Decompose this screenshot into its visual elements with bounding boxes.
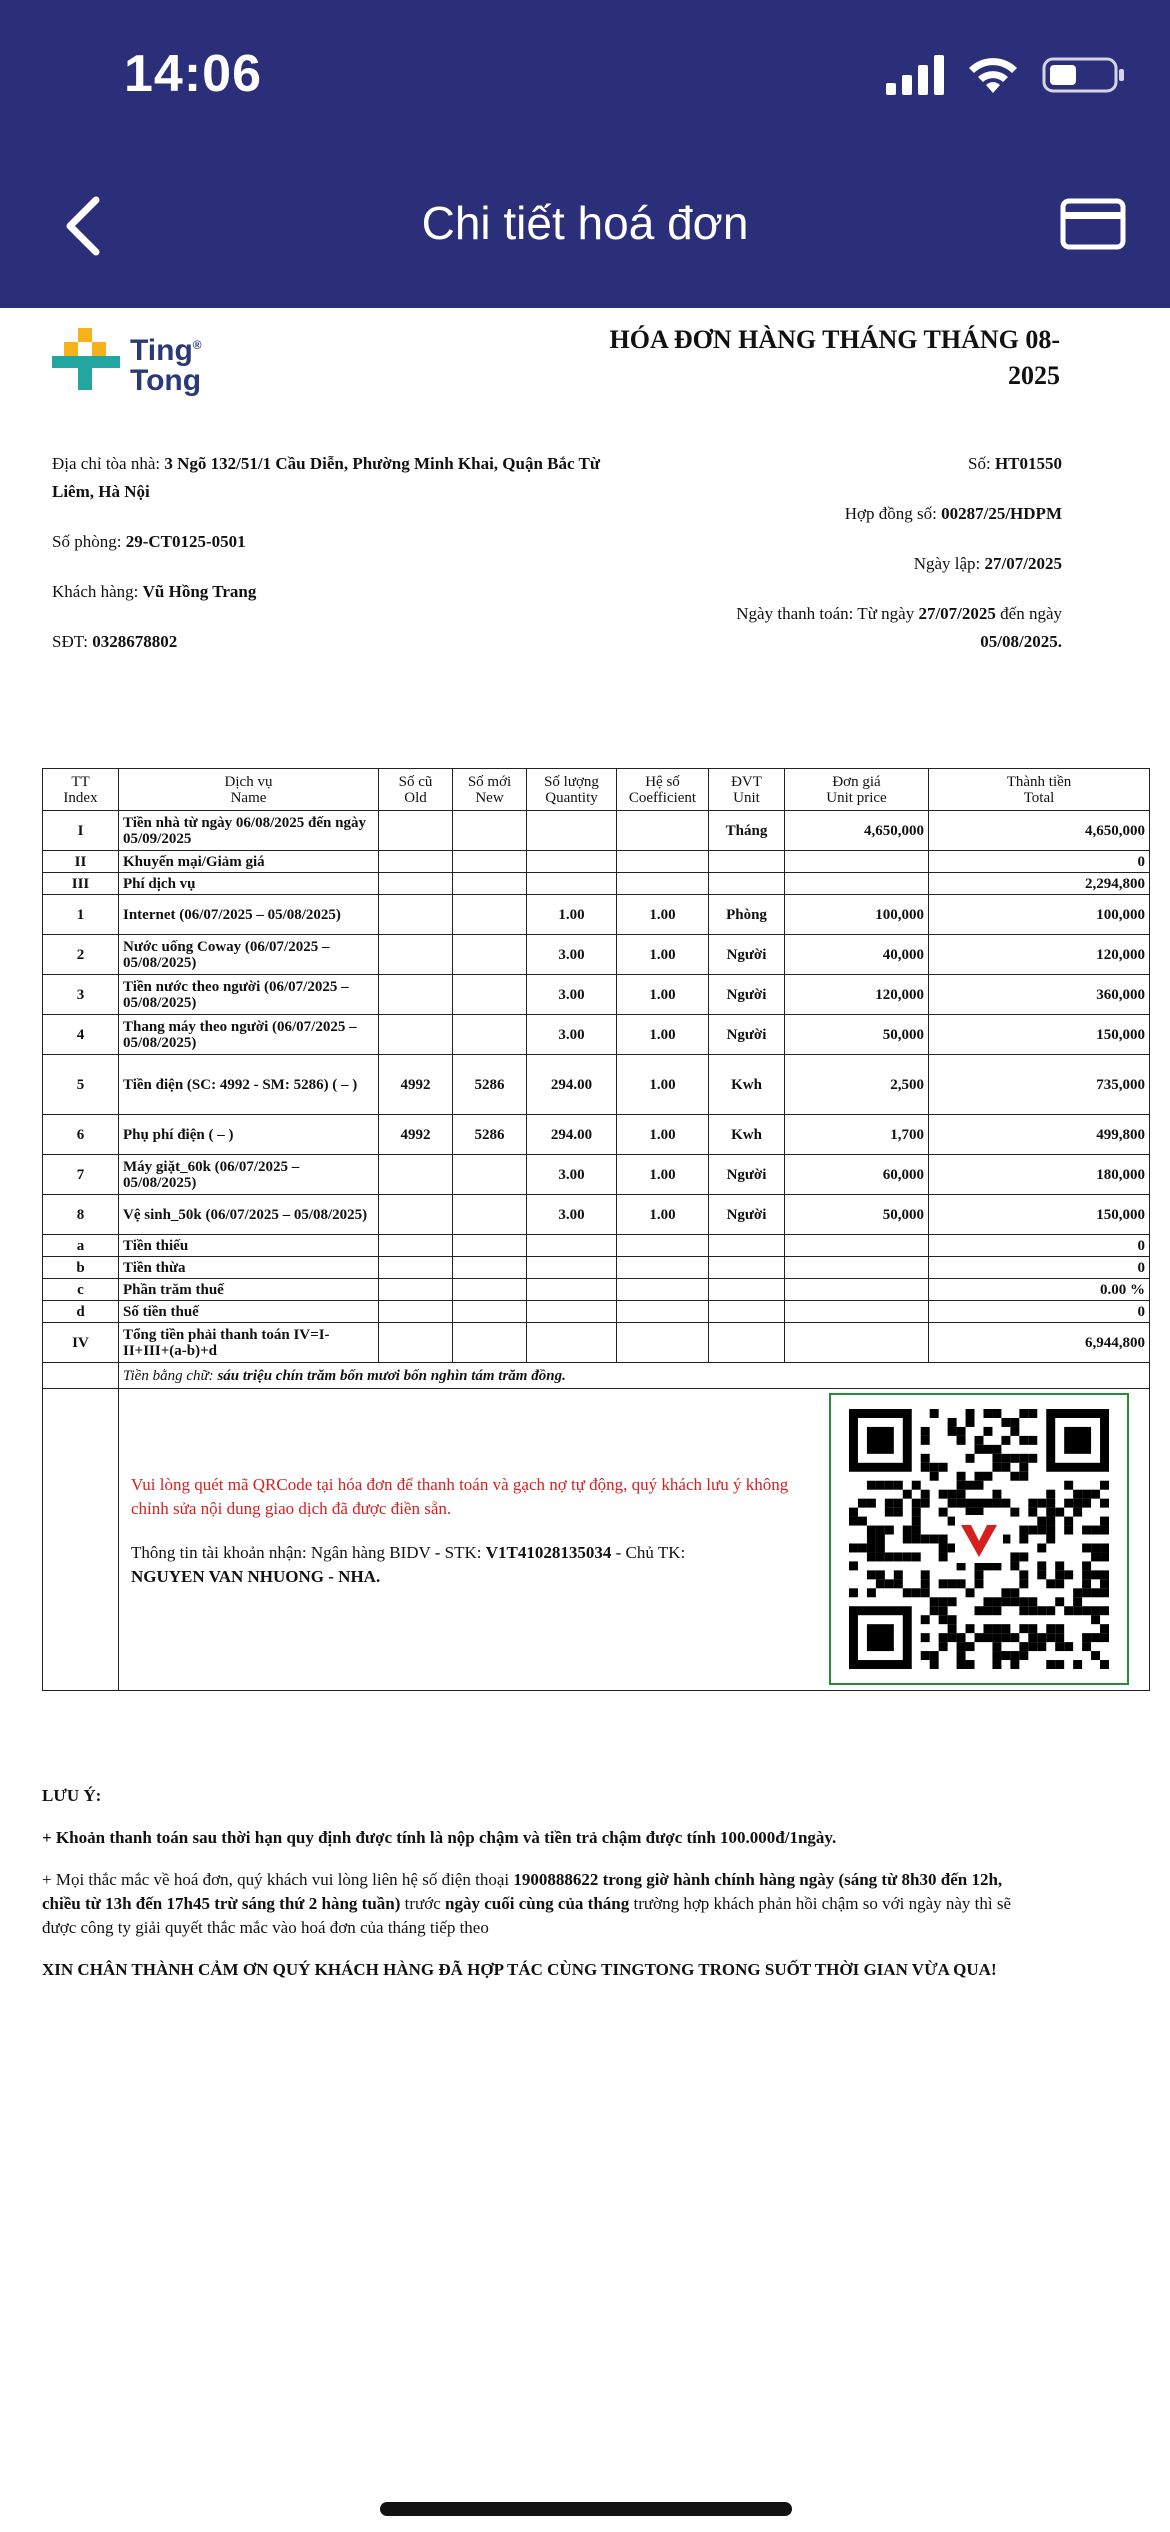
cell-coefficient (617, 1323, 709, 1363)
cell-coefficient (617, 1257, 709, 1279)
cell-new (453, 1235, 527, 1257)
cell-unit-price (785, 1235, 929, 1257)
invoice-table (42, 768, 1150, 1691)
cell-unit: Người (709, 1155, 785, 1195)
note-late-payment: + Khoản thanh toán sau thời hạn quy định được tính là nộp chậm và tiền trả chậm được tính 100.000đ/1ngày. (42, 1828, 837, 1847)
cell-unit: Tháng (709, 811, 785, 851)
cell-index: 7 (43, 1155, 119, 1195)
cell-unit-price (785, 1301, 929, 1323)
brand-tm: ® (192, 338, 202, 352)
note-contact-prefix: + Mọi thắc mắc về hoá đơn, quý khách vui lòng liên hệ số điện thoại (42, 1870, 514, 1889)
invoice-info-left (52, 450, 612, 678)
table-row (43, 1155, 1150, 1195)
cell-name: Vệ sinh_50k (06/07/2025 – 05/08/2025) (119, 1195, 379, 1235)
phone-number (52, 628, 612, 656)
cell-coefficient (617, 1235, 709, 1257)
cell-unit-price (785, 1279, 929, 1301)
cell-old (379, 1155, 453, 1195)
cell-unit: Người (709, 935, 785, 975)
cell-unit-price: 50,000 (785, 1195, 929, 1235)
customer-label: Khách hàng: (52, 582, 143, 601)
notes-heading: LƯU Ý: (42, 1786, 102, 1805)
cell-name: Tiền nước theo người (06/07/2025 – 05/08/2025) (119, 975, 379, 1015)
col-name: Dịch vụ Name (119, 769, 379, 811)
thanks-message: XIN CHÂN THÀNH CẢM ƠN QUÝ KHÁCH HÀNG ĐÃ HỢP TÁC CÙNG TINGTONG TRONG SUỐT THỜI GIAN VỪA QUA! (42, 1960, 997, 1979)
cell-old (379, 1195, 453, 1235)
cell-unit: Kwh (709, 1115, 785, 1155)
col-new: Số mới New (453, 769, 527, 811)
logo-mark-icon (52, 326, 122, 396)
cell-unit-price (785, 851, 929, 873)
cell-index: II (43, 851, 119, 873)
signal-icon (886, 55, 944, 95)
table-row (43, 1055, 1150, 1115)
note-contact-mid: trước (400, 1894, 446, 1913)
cell-coefficient: 1.00 (617, 975, 709, 1015)
cell-name: Tiền thừa (119, 1257, 379, 1279)
cell-unit-price: 50,000 (785, 1015, 929, 1055)
address-label: Địa chỉ tòa nhà: (52, 454, 165, 473)
note-contact-deadline: ngày cuối cùng của tháng (445, 1894, 630, 1913)
pay-from: 27/07/2025 (918, 604, 996, 623)
cell-index: 2 (43, 935, 119, 975)
table-row (43, 1235, 1150, 1257)
cell-new: 5286 (453, 1055, 527, 1115)
pay-period-label: Ngày thanh toán: Từ ngày (736, 604, 919, 623)
cell-new (453, 1301, 527, 1323)
cell-old (379, 1235, 453, 1257)
brand-name-line2: Tong (130, 364, 202, 397)
cell-coefficient (617, 851, 709, 873)
cell-unit-price: 40,000 (785, 935, 929, 975)
room-number (52, 528, 612, 556)
phone-label: SĐT: (52, 632, 93, 651)
cell-unit (709, 1323, 785, 1363)
cell-old (379, 935, 453, 975)
cell-quantity: 294.00 (527, 1115, 617, 1155)
cell-quantity (527, 873, 617, 895)
cell-unit-price: 4,650,000 (785, 811, 929, 851)
cell-total: 0 (929, 1235, 1150, 1257)
table-row (43, 1115, 1150, 1155)
cell-quantity: 3.00 (527, 935, 617, 975)
holder-label: - Chủ TK: (611, 1543, 686, 1562)
cell-name: Khuyến mại/Giảm giá (119, 851, 379, 873)
cell-coefficient (617, 1279, 709, 1301)
table-row (43, 873, 1150, 895)
cell-unit: Phòng (709, 895, 785, 935)
qr-notice: Vui lòng quét mã QRCode tại hóa đơn để thanh toán và gạch nợ tự động, quý khách lưu ý không chỉnh sửa nội dung giao dịch đã được điền sẵn. (131, 1475, 789, 1518)
table-row (43, 1301, 1150, 1323)
cell-old (379, 1015, 453, 1055)
bank-account: V1T41028135034 (485, 1543, 612, 1562)
brand-logo (52, 326, 222, 406)
cell-quantity (527, 851, 617, 873)
cell-index: 1 (43, 895, 119, 935)
amount-in-words-row (43, 1363, 1150, 1389)
cell-unit (709, 1257, 785, 1279)
col-coefficient: Hệ số Coefficient (617, 769, 709, 811)
cell-index: a (43, 1235, 119, 1257)
cell-total: 0 (929, 1301, 1150, 1323)
building-address (52, 450, 612, 506)
note-contact-suffix: trường hợp khách phản hồi chậm so với ngày này thì sẽ được công ty giải quyết thắc mắc vào hoá đơn của tháng tiếp theo (42, 1894, 1012, 1937)
cell-name: Số tiền thuế (119, 1301, 379, 1323)
cell-unit-price: 120,000 (785, 975, 929, 1015)
status-icons (886, 50, 1126, 100)
bank-holder: NGUYEN VAN NHUONG - NHA. (131, 1567, 381, 1586)
cell-name: Tiền nhà từ ngày 06/08/2025 đến ngày 05/09/2025 (119, 811, 379, 851)
cell-new (453, 1323, 527, 1363)
col-total: Thành tiền Total (929, 769, 1150, 811)
cell-name: Thang máy theo người (06/07/2025 – 05/08/2025) (119, 1015, 379, 1055)
cell-quantity: 3.00 (527, 1015, 617, 1055)
cell-index: 5 (43, 1055, 119, 1115)
cell-unit (709, 851, 785, 873)
cell-coefficient: 1.00 (617, 1055, 709, 1115)
payment-info-cell (119, 1389, 1150, 1691)
cell-index: d (43, 1301, 119, 1323)
cell-unit-price (785, 1257, 929, 1279)
cell-new (453, 935, 527, 975)
cell-new (453, 975, 527, 1015)
cell-unit: Người (709, 975, 785, 1015)
cell-total: 6,944,800 (929, 1323, 1150, 1363)
cell-new (453, 895, 527, 935)
invoice-info-right (602, 450, 1062, 678)
cell-quantity (527, 1235, 617, 1257)
table-row (43, 895, 1150, 935)
bank-label: Thông tin tài khoản nhận: Ngân hàng BIDV - STK: (131, 1543, 486, 1562)
cell-name: Phần trăm thuế (119, 1279, 379, 1301)
cell-old (379, 895, 453, 935)
cell-index: c (43, 1279, 119, 1301)
contract-label: Hợp đồng số: (844, 504, 942, 523)
table-row (43, 935, 1150, 975)
cell-old (379, 811, 453, 851)
cell-new (453, 1195, 527, 1235)
date-value: 27/07/2025 (984, 554, 1062, 573)
cell-unit: Người (709, 1195, 785, 1235)
amount-in-words (119, 1363, 1150, 1389)
cell-name: Tiền điện (SC: 4992 - SM: 5286) ( – ) (119, 1055, 379, 1115)
notes-section (42, 1784, 1042, 2000)
cell-quantity: 294.00 (527, 1055, 617, 1115)
customer-value: Vũ Hồng Trang (142, 582, 257, 601)
payment-period (602, 600, 1062, 656)
cell-total: 120,000 (929, 935, 1150, 975)
cell-total: 0 (929, 1257, 1150, 1279)
cell-unit: Người (709, 1015, 785, 1055)
customer-name (52, 578, 612, 606)
cell-quantity (527, 1301, 617, 1323)
bank-info (131, 1541, 791, 1589)
cell-coefficient: 1.00 (617, 1155, 709, 1195)
cell-total: 499,800 (929, 1115, 1150, 1155)
col-unit: ĐVT Unit (709, 769, 785, 811)
cell-old: 4992 (379, 1055, 453, 1115)
invoice-document (0, 308, 1170, 2532)
cell-old (379, 1323, 453, 1363)
cell-quantity (527, 1279, 617, 1301)
cell-coefficient (617, 873, 709, 895)
room-label: Số phòng: (52, 532, 126, 551)
cell-new (453, 1015, 527, 1055)
words-value: sáu triệu chín trăm bốn mươi bốn nghìn tám trăm đồng. (217, 1367, 566, 1384)
cell-coefficient: 1.00 (617, 1195, 709, 1235)
cell-unit (709, 1279, 785, 1301)
table-row (43, 1257, 1150, 1279)
cell-index: IV (43, 1323, 119, 1363)
table-row (43, 1323, 1150, 1363)
cell-old (379, 1301, 453, 1323)
home-indicator[interactable] (380, 2502, 792, 2516)
pay-to-label: đến ngày (995, 604, 1062, 623)
table-row (43, 811, 1150, 851)
cell-new (453, 811, 527, 851)
cell-name: Internet (06/07/2025 – 05/08/2025) (119, 895, 379, 935)
cell-unit (709, 1301, 785, 1323)
table-row (43, 975, 1150, 1015)
cell-unit-price (785, 1323, 929, 1363)
brand-name-line1: Ting (130, 334, 193, 367)
cell-name: Tiền thiếu (119, 1235, 379, 1257)
cell-name: Phí dịch vụ (119, 873, 379, 895)
cell-quantity: 3.00 (527, 1195, 617, 1235)
col-index: TT Index (43, 769, 119, 811)
col-unit-price: Đơn giá Unit price (785, 769, 929, 811)
cell-index: 6 (43, 1115, 119, 1155)
col-quantity: Số lượng Quantity (527, 769, 617, 811)
cell-total: 0.00 % (929, 1279, 1150, 1301)
cell-total: 150,000 (929, 1015, 1150, 1055)
battery-icon (1042, 55, 1126, 95)
note-contact-hours: 1900888622 trong giờ hành chính hàng ngày (sáng từ 8h30 đến 12h, chiều từ 13h đến 17h45 trừ sáng thứ 2 hàng tuần) (42, 1870, 1003, 1913)
cell-total: 4,650,000 (929, 811, 1150, 851)
contract-value: 00287/25/HDPM (941, 504, 1062, 523)
cell-total: 150,000 (929, 1195, 1150, 1235)
cell-unit-price: 2,500 (785, 1055, 929, 1115)
cell-new: 5286 (453, 1115, 527, 1155)
words-label: Tiền bằng chữ: (123, 1367, 218, 1384)
cell-new (453, 1155, 527, 1195)
cell-unit: Kwh (709, 1055, 785, 1115)
cell-old (379, 851, 453, 873)
cell-index: I (43, 811, 119, 851)
cell-new (453, 1257, 527, 1279)
cell-quantity (527, 811, 617, 851)
cell-index: 4 (43, 1015, 119, 1055)
wifi-icon (966, 55, 1020, 95)
cell-name: Máy giặt_60k (06/07/2025 – 05/08/2025) (119, 1155, 379, 1195)
invoice-title: HÓA ĐƠN HÀNG THÁNG THÁNG 08-2025 (609, 325, 1060, 390)
cell-index: b (43, 1257, 119, 1279)
issue-date (602, 550, 1062, 578)
note-contact (42, 1868, 1042, 1940)
cell-old (379, 1279, 453, 1301)
cell-total: 0 (929, 851, 1150, 873)
app-bar (0, 0, 1170, 308)
cell-name: Nước uống Coway (06/07/2025 – 05/08/2025) (119, 935, 379, 975)
cell-unit-price: 60,000 (785, 1155, 929, 1195)
number-label: Số: (968, 454, 995, 473)
cell-total: 735,000 (929, 1055, 1150, 1115)
date-label: Ngày lập: (913, 554, 985, 573)
cell-quantity: 3.00 (527, 1155, 617, 1195)
table-row (43, 1015, 1150, 1055)
address-value: 3 Ngõ 132/51/1 Cầu Diễn, Phường Minh Khai, Quận Bắc Từ Liêm, Hà Nội (52, 454, 601, 501)
cell-index: 8 (43, 1195, 119, 1235)
table-row (43, 1279, 1150, 1301)
cell-coefficient (617, 1301, 709, 1323)
cell-unit (709, 1235, 785, 1257)
cell-coefficient: 1.00 (617, 1015, 709, 1055)
col-old: Số cũ Old (379, 769, 453, 811)
number-value: HT01550 (994, 454, 1062, 473)
contract-number (602, 500, 1062, 528)
payment-card-button[interactable] (1060, 198, 1126, 250)
room-value: 29-CT0125-0501 (125, 532, 246, 551)
cell-quantity: 3.00 (527, 975, 617, 1015)
cell-name: Tổng tiền phải thanh toán IV=I-II+III+(a-b)+d (119, 1323, 379, 1363)
cell-coefficient (617, 811, 709, 851)
cell-old (379, 1257, 453, 1279)
cell-name: Phụ phí điện ( – ) (119, 1115, 379, 1155)
phone-value: 0328678802 (92, 632, 178, 651)
cell-unit-price (785, 873, 929, 895)
cell-unit (709, 873, 785, 895)
cell-coefficient: 1.00 (617, 1115, 709, 1155)
cell-old (379, 873, 453, 895)
cell-old: 4992 (379, 1115, 453, 1155)
cell-total: 360,000 (929, 975, 1150, 1015)
cell-new (453, 873, 527, 895)
cell-coefficient: 1.00 (617, 935, 709, 975)
payment-row (43, 1389, 1150, 1691)
brand-name (130, 330, 202, 396)
cell-quantity (527, 1257, 617, 1279)
credit-card-icon (1060, 198, 1126, 250)
cell-index: 3 (43, 975, 119, 1015)
cell-coefficient: 1.00 (617, 895, 709, 935)
qr-code-icon (849, 1409, 1109, 1669)
cell-new (453, 1279, 527, 1301)
table-header-row (43, 769, 1150, 811)
cell-quantity: 1.00 (527, 895, 617, 935)
cell-total: 180,000 (929, 1155, 1150, 1195)
cell-total: 100,000 (929, 895, 1150, 935)
table-row (43, 851, 1150, 873)
page-title: Chi tiết hoá đơn (421, 197, 749, 249)
table-row (43, 1195, 1150, 1235)
cell-unit-price: 100,000 (785, 895, 929, 935)
cell-total: 2,294,800 (929, 873, 1150, 895)
status-time: 14:06 (124, 45, 262, 103)
invoice-number (602, 450, 1062, 478)
cell-index: III (43, 873, 119, 895)
payment-qr-code[interactable] (829, 1393, 1129, 1685)
cell-new (453, 851, 527, 873)
cell-quantity (527, 1323, 617, 1363)
cell-old (379, 975, 453, 1015)
pay-to: 05/08/2025. (980, 632, 1062, 651)
cell-unit-price: 1,700 (785, 1115, 929, 1155)
